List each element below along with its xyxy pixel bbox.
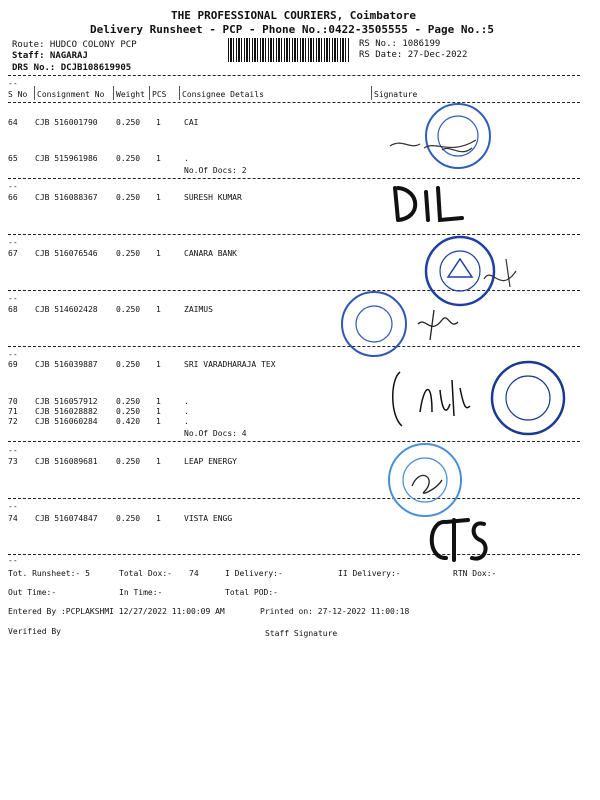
table-row-sno: 66 xyxy=(8,193,18,202)
table-row-sno: 71 xyxy=(8,407,18,416)
table-row-pcs: 1 xyxy=(156,154,161,163)
total-runsheet: Tot. Runsheet:- 5 xyxy=(8,569,90,578)
table-row-consignment: CJB 516089681 xyxy=(35,457,98,466)
cai-stamp xyxy=(380,100,500,180)
row-mark: -- xyxy=(8,79,18,88)
leap-energy-stamp xyxy=(380,440,470,520)
row-mark: -- xyxy=(8,294,18,303)
table-row-sno: 65 xyxy=(8,154,18,163)
handwritten-signature xyxy=(380,180,500,230)
table-row-sno: 69 xyxy=(8,360,18,369)
table-row-consignment: CJB 516060284 xyxy=(35,417,98,426)
column-header-weight: Weight xyxy=(116,90,145,99)
table-row-consignee: . xyxy=(184,417,189,426)
runsheet-subtitle: Delivery Runsheet - PCP - Phone No.:0422-3505555 - Page No.:5 xyxy=(90,23,494,36)
column-header-consignment: Consignment No xyxy=(37,90,105,99)
rtn-dox-label: RTN Dox:- xyxy=(453,569,497,578)
rs-number: RS No.: 1086199 xyxy=(359,39,441,49)
table-row-consignee: SURESH KUMAR xyxy=(184,193,242,202)
table-row-weight: 0.250 xyxy=(116,305,141,314)
column-rule xyxy=(371,86,372,100)
table-row-consignment: CJB 516039887 xyxy=(35,360,98,369)
table-row-weight: 0.250 xyxy=(116,514,141,523)
table-row-pcs: 1 xyxy=(156,514,161,523)
table-row-sno: 73 xyxy=(8,457,18,466)
total-dox-label: Total Dox:- xyxy=(119,569,172,578)
column-rule xyxy=(149,86,150,100)
barcode xyxy=(228,38,350,62)
out-time-label: Out Time:- xyxy=(8,588,57,597)
divider xyxy=(8,75,580,76)
row-mark: -- xyxy=(8,446,18,455)
docs-count-note: No.Of Docs: 4 xyxy=(184,429,247,438)
table-row-sno: 74 xyxy=(8,514,18,523)
table-row-sno: 70 xyxy=(8,397,18,406)
table-row-sno: 64 xyxy=(8,118,18,127)
table-row-consignment: CJB 516001790 xyxy=(35,118,98,127)
table-row-consignment: CJB 516088367 xyxy=(35,193,98,202)
table-row-pcs: 1 xyxy=(156,249,161,258)
divider xyxy=(8,346,580,347)
table-row-consignee: . xyxy=(184,397,189,406)
row-mark: -- xyxy=(8,238,18,247)
row-mark: -- xyxy=(8,182,18,191)
divider xyxy=(8,498,580,499)
table-row-consignee: . xyxy=(184,407,189,416)
table-row-consignment: CJB 516074847 xyxy=(35,514,98,523)
total-dox-value: 74 xyxy=(189,569,199,578)
table-row-consignee: VISTA ENGG xyxy=(184,514,233,523)
table-row-consignee: CANARA BANK xyxy=(184,249,237,258)
rs-date: RS Date: 27-Dec-2022 xyxy=(359,50,468,60)
column-header-pcs: PCS xyxy=(152,90,167,99)
staff-signature-label: Staff Signature xyxy=(265,629,338,638)
varadharaja-stamp xyxy=(380,360,580,440)
table-row-weight: 0.250 xyxy=(116,457,141,466)
table-row-consignment: CJB 516057912 xyxy=(35,397,98,406)
column-header-signature: Signature xyxy=(374,90,418,99)
table-row-consignee: SRI VARADHARAJA TEX xyxy=(184,360,276,369)
staff-label: Staff: NAGARAJ xyxy=(12,51,88,61)
table-row-consignee: ZAIMUS xyxy=(184,305,213,314)
drs-number: DRS No.: DCJB108619905 xyxy=(12,63,132,73)
table-row-weight: 0.250 xyxy=(116,397,141,406)
verified-by-label: Verified By xyxy=(8,627,61,636)
company-title: THE PROFESSIONAL COURIERS, Coimbatore xyxy=(171,9,417,22)
divider xyxy=(8,441,580,442)
table-row-consignment: CJB 516028882 xyxy=(35,407,98,416)
table-row-weight: 0.250 xyxy=(116,360,141,369)
column-header-sno: S No xyxy=(8,90,28,99)
table-row-consignment: CJB 515961986 xyxy=(35,154,98,163)
table-row-weight: 0.250 xyxy=(116,193,141,202)
table-row-weight: 0.420 xyxy=(116,417,141,426)
table-row-sno: 67 xyxy=(8,249,18,258)
table-row-consignee: LEAP ENERGY xyxy=(184,457,237,466)
entered-by: Entered By :PCPLAKSHMI 12/27/2022 11:00:09 AM xyxy=(8,607,225,616)
table-row-pcs: 1 xyxy=(156,360,161,369)
row-mark: -- xyxy=(8,556,18,565)
i-delivery-label: I Delivery:- xyxy=(225,569,283,578)
table-row-weight: 0.250 xyxy=(116,249,141,258)
column-rule xyxy=(34,86,35,100)
ii-delivery-label: II Delivery:- xyxy=(338,569,401,578)
table-row-pcs: 1 xyxy=(156,118,161,127)
column-header-consignee: Consignee Details xyxy=(182,90,264,99)
table-row-weight: 0.250 xyxy=(116,118,141,127)
column-rule xyxy=(179,86,180,100)
table-row-pcs: 1 xyxy=(156,407,161,416)
total-pod-label: Total POD:- xyxy=(225,588,278,597)
table-row-pcs: 1 xyxy=(156,457,161,466)
table-row-consignee: CAI xyxy=(184,118,199,127)
route-label: Route: HUDCO COLONY PCP xyxy=(12,40,137,50)
cts-signature xyxy=(420,510,500,570)
column-rule xyxy=(113,86,114,100)
table-row-pcs: 1 xyxy=(156,193,161,202)
table-row-sno: 68 xyxy=(8,305,18,314)
in-time-label: In Time:- xyxy=(119,588,163,597)
table-row-consignee: . xyxy=(184,154,189,163)
table-row-sno: 72 xyxy=(8,417,18,426)
zaimus-stamp xyxy=(330,290,470,362)
docs-count-note: No.Of Docs: 2 xyxy=(184,166,247,175)
printed-on: Printed on: 27-12-2022 11:00:18 xyxy=(260,607,410,616)
row-mark: -- xyxy=(8,350,18,359)
row-mark: -- xyxy=(8,502,18,511)
table-row-pcs: 1 xyxy=(156,397,161,406)
table-row-consignment: CJB 514602428 xyxy=(35,305,98,314)
table-row-pcs: 1 xyxy=(156,305,161,314)
table-row-weight: 0.250 xyxy=(116,407,141,416)
table-row-weight: 0.250 xyxy=(116,154,141,163)
table-row-pcs: 1 xyxy=(156,417,161,426)
table-row-consignment: CJB 516076546 xyxy=(35,249,98,258)
